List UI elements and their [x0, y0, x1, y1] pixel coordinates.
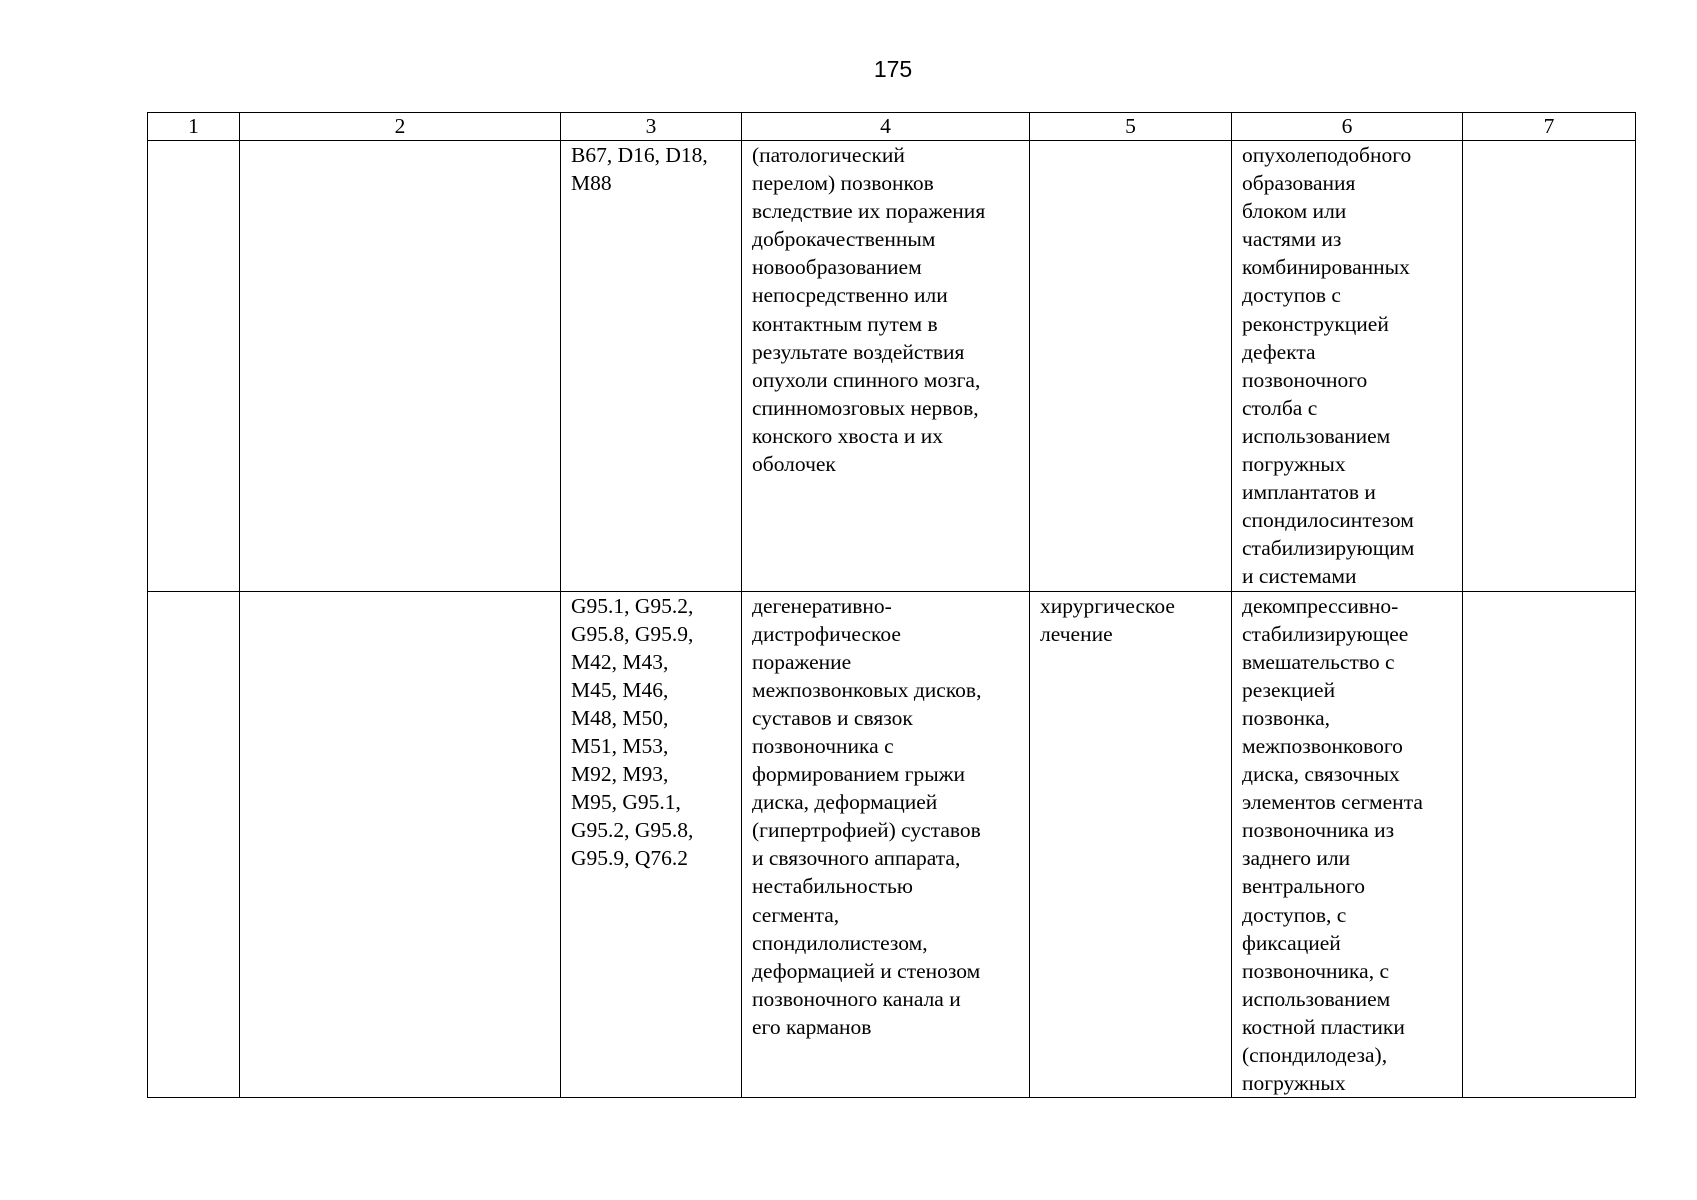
cell-text-line: его карманов — [752, 1014, 872, 1039]
cell-text-line: M95, G95.1, — [571, 790, 681, 815]
cell-text-line: вследствие их поражения — [752, 199, 986, 224]
cell-text-line: M42, M43, — [571, 649, 669, 674]
cell-col2 — [240, 141, 561, 592]
cell-text-line: реконструкцией — [1242, 311, 1389, 336]
cell-icd-codes — [561, 141, 742, 592]
cell-text-line: погружных — [1242, 1071, 1346, 1096]
cell-text-line: комбинированных — [1242, 255, 1410, 280]
cell-treatment-type — [1030, 591, 1232, 1098]
cell-treatment-method — [1232, 141, 1463, 592]
cell-diagnosis — [742, 591, 1030, 1098]
cell-text-line: диска, связочных — [1242, 762, 1400, 787]
cell-text — [752, 141, 1023, 478]
cell-text-line: позвоночного канала и — [752, 986, 961, 1011]
cell-text-line: спондилолистезом, — [752, 930, 928, 955]
cell-text — [1040, 592, 1225, 648]
cell-text-line: имплантатов и — [1242, 480, 1376, 505]
cell-text-line: G95.2, G95.8, — [571, 818, 694, 843]
cell-col7 — [1463, 591, 1636, 1098]
cell-text-line: вмешательство с — [1242, 649, 1395, 674]
column-header-4: 4 — [742, 113, 1030, 141]
cell-text-line: деформацией и стенозом — [752, 958, 981, 983]
cell-col2 — [240, 591, 561, 1098]
cell-col1 — [148, 141, 240, 592]
cell-text-line: столба с — [1242, 395, 1318, 420]
cell-text — [571, 592, 735, 873]
cell-text-line: конского хвоста и их — [752, 423, 943, 448]
cell-diagnosis — [742, 141, 1030, 592]
cell-text-line: (патологический — [752, 143, 905, 167]
cell-text-line: контактным путем в — [752, 311, 938, 336]
cell-text-line: фиксацией — [1242, 930, 1341, 955]
cell-icd-codes — [561, 591, 742, 1098]
column-header-2: 2 — [240, 113, 561, 141]
cell-text-line: сегмента, — [752, 902, 840, 927]
cell-text-line: позвонка, — [1242, 705, 1331, 730]
cell-text-line: и связочного аппарата, — [752, 846, 961, 871]
cell-text-line: использованием — [1242, 986, 1391, 1011]
header-row — [148, 113, 1636, 141]
cell-text-line: G95.9, Q76.2 — [571, 846, 689, 871]
column-header-7: 7 — [1463, 113, 1636, 141]
cell-text-line: хирургическое — [1040, 593, 1175, 618]
cell-text-line: дефекта — [1242, 339, 1316, 364]
cell-treatment-method — [1232, 591, 1463, 1098]
cell-text-line: доступов с — [1242, 283, 1341, 308]
cell-col7 — [1463, 141, 1636, 592]
cell-text — [1242, 592, 1456, 1098]
cell-text-line: межпозвонкового — [1242, 733, 1403, 758]
cell-text-line: межпозвонковых дисков, — [752, 677, 982, 702]
cell-text-line: доброкачественным — [752, 227, 936, 252]
cell-text-line: вентрального — [1242, 874, 1366, 899]
cell-text — [752, 592, 1023, 1042]
cell-text-line: стабилизирующее — [1242, 621, 1409, 646]
column-header-3: 3 — [561, 113, 742, 141]
cell-text-line: использованием — [1242, 423, 1391, 448]
cell-text-line: B67, D16, D18, — [571, 143, 708, 167]
cell-text-line: стабилизирующим — [1242, 536, 1415, 561]
cell-text-line: дистрофическое — [752, 621, 901, 646]
cell-text-line: M51, M53, — [571, 733, 669, 758]
cell-text-line: дегенеративно- — [752, 593, 892, 618]
cell-text-line: лечение — [1040, 621, 1113, 646]
data-table — [147, 112, 1636, 1098]
cell-text-line: (гипертрофией) суставов — [752, 818, 981, 843]
cell-text-line: частями из — [1242, 227, 1342, 252]
cell-text-line: костной пластики — [1242, 1014, 1405, 1039]
table-row — [148, 591, 1636, 1098]
cell-text-line: спондилосинтезом — [1242, 508, 1414, 533]
cell-text-line: перелом) позвонков — [752, 171, 934, 196]
cell-text-line: M92, M93, — [571, 762, 669, 787]
page-number-text: 175 — [873, 56, 913, 82]
cell-text-line: заднего или — [1242, 846, 1351, 871]
cell-text-line: доступов, с — [1242, 902, 1347, 927]
cell-text-line: и системами — [1242, 564, 1357, 589]
cell-text-line: поражение — [752, 649, 852, 674]
cell-text-line: (спондилодеза), — [1242, 1043, 1388, 1067]
cell-text-line: результате воздействия — [752, 339, 965, 364]
cell-text-line: элементов сегмента — [1242, 790, 1423, 815]
cell-text — [1242, 141, 1456, 591]
cell-treatment-type — [1030, 141, 1232, 592]
table-row — [148, 141, 1636, 592]
cell-text-line: суставов и связок — [752, 705, 913, 730]
column-header-6: 6 — [1232, 113, 1463, 141]
cell-text-line: оболочек — [752, 452, 836, 477]
cell-text-line: новообразованием — [752, 255, 922, 280]
cell-text-line: диска, деформацией — [752, 790, 938, 815]
cell-text — [571, 141, 735, 197]
cell-text-line: позвоночника из — [1242, 818, 1395, 843]
cell-text-line: спинномозговых нервов, — [752, 395, 979, 420]
cell-text-line: позвоночника, с — [1242, 958, 1389, 983]
cell-text-line: резекцией — [1242, 677, 1336, 702]
column-header-1: 1 — [148, 113, 240, 141]
cell-text-line: G95.1, G95.2, — [571, 593, 694, 618]
cell-text-line: погружных — [1242, 452, 1346, 477]
cell-text-line: опухолеподобного — [1242, 143, 1412, 167]
page-number — [0, 56, 1697, 83]
cell-text-line: формированием грыжи — [752, 762, 966, 787]
column-header-5: 5 — [1030, 113, 1232, 141]
cell-text-line: позвоночника с — [752, 733, 894, 758]
cell-text-line: G95.8, G95.9, — [571, 621, 694, 646]
cell-text-line: образования — [1242, 171, 1356, 196]
cell-text-line: опухоли спинного мозга, — [752, 367, 981, 392]
cell-text-line: M88 — [571, 171, 612, 196]
cell-text-line: позвоночного — [1242, 367, 1368, 392]
cell-text-line: блоком или — [1242, 199, 1347, 224]
cell-col1 — [148, 591, 240, 1098]
cell-text-line: декомпрессивно- — [1242, 593, 1399, 618]
cell-text-line: M48, M50, — [571, 705, 669, 730]
cell-text-line: M45, M46, — [571, 677, 669, 702]
cell-text-line: нестабильностью — [752, 874, 913, 899]
cell-text-line: непосредственно или — [752, 283, 948, 308]
